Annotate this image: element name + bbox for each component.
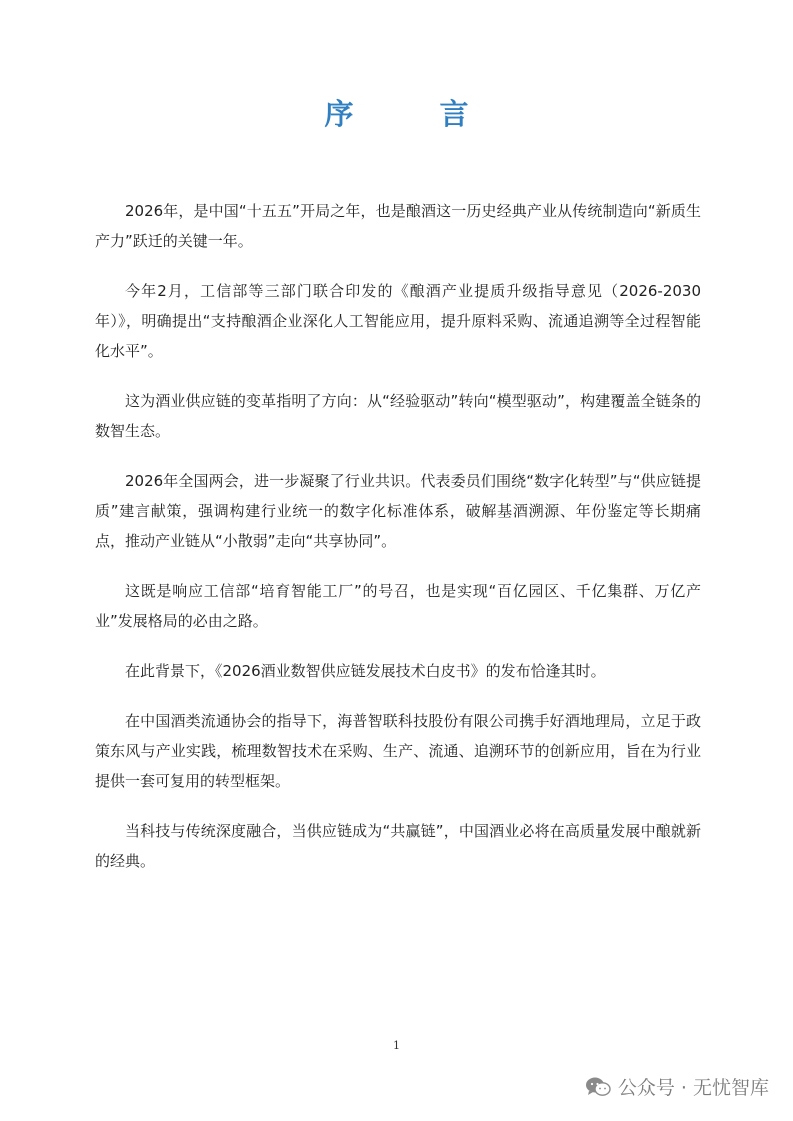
paragraph-8: 当科技与传统深度融合，当供应链成为“共赢链”，中国酒业必将在高质量发展中酿就新的经典。 <box>95 822 701 870</box>
preface-body <box>95 196 701 896</box>
paragraph-5: 这既是响应工信部“培育智能工厂”的号召，也是实现“百亿园区、千亿集群、万亿产业”发展格局的必由之路。 <box>95 582 701 630</box>
wechat-icon <box>585 1076 611 1098</box>
paragraph-3: 这为酒业供应链的变革指明了方向：从“经验驱动”转向“模型驱动”，构建覆盖全链条的数智生态。 <box>95 392 701 440</box>
page-title <box>0 92 793 133</box>
title-char-2: 言 <box>439 97 469 131</box>
watermark <box>585 1073 769 1100</box>
watermark-text: 公众号 · 无忧智库 <box>617 1077 769 1099</box>
paragraph-2: 今年2月，工信部等三部门联合印发的《酿酒产业提质升级指导意见（2026-2030年）》，明确提出“支持酿酒企业深化人工智能应用，提升原料采购、流通追溯等全过程智能化水平”。 <box>95 282 701 360</box>
page-number: 1 <box>393 1039 400 1052</box>
paragraph-4: 2026年全国两会，进一步凝聚了行业共识。代表委员们围绕“数字化转型”与“供应链提质”建言献策，强调构建行业统一的数字化标准体系，破解基酒溯源、年份鉴定等长期痛点，推动产业链从“小散弱”走向“共享协同”。 <box>95 472 701 550</box>
paragraph-1: 2026年，是中国“十五五”开局之年，也是酿酒这一历史经典产业从传统制造向“新质生产力”跃迁的关键一年。 <box>95 202 701 250</box>
paragraph-7: 在中国酒类流通协会的指导下，海普智联科技股份有限公司携手好酒地理局，立足于政策东风与产业实践，梳理数智技术在采购、生产、流通、追溯环节的创新应用，旨在为行业提供一套可复用的转型框架。 <box>95 712 701 790</box>
title-char-1: 序 <box>324 97 354 131</box>
paragraph-6: 在此背景下，《2026酒业数智供应链发展技术白皮书》的发布恰逢其时。 <box>125 662 606 680</box>
